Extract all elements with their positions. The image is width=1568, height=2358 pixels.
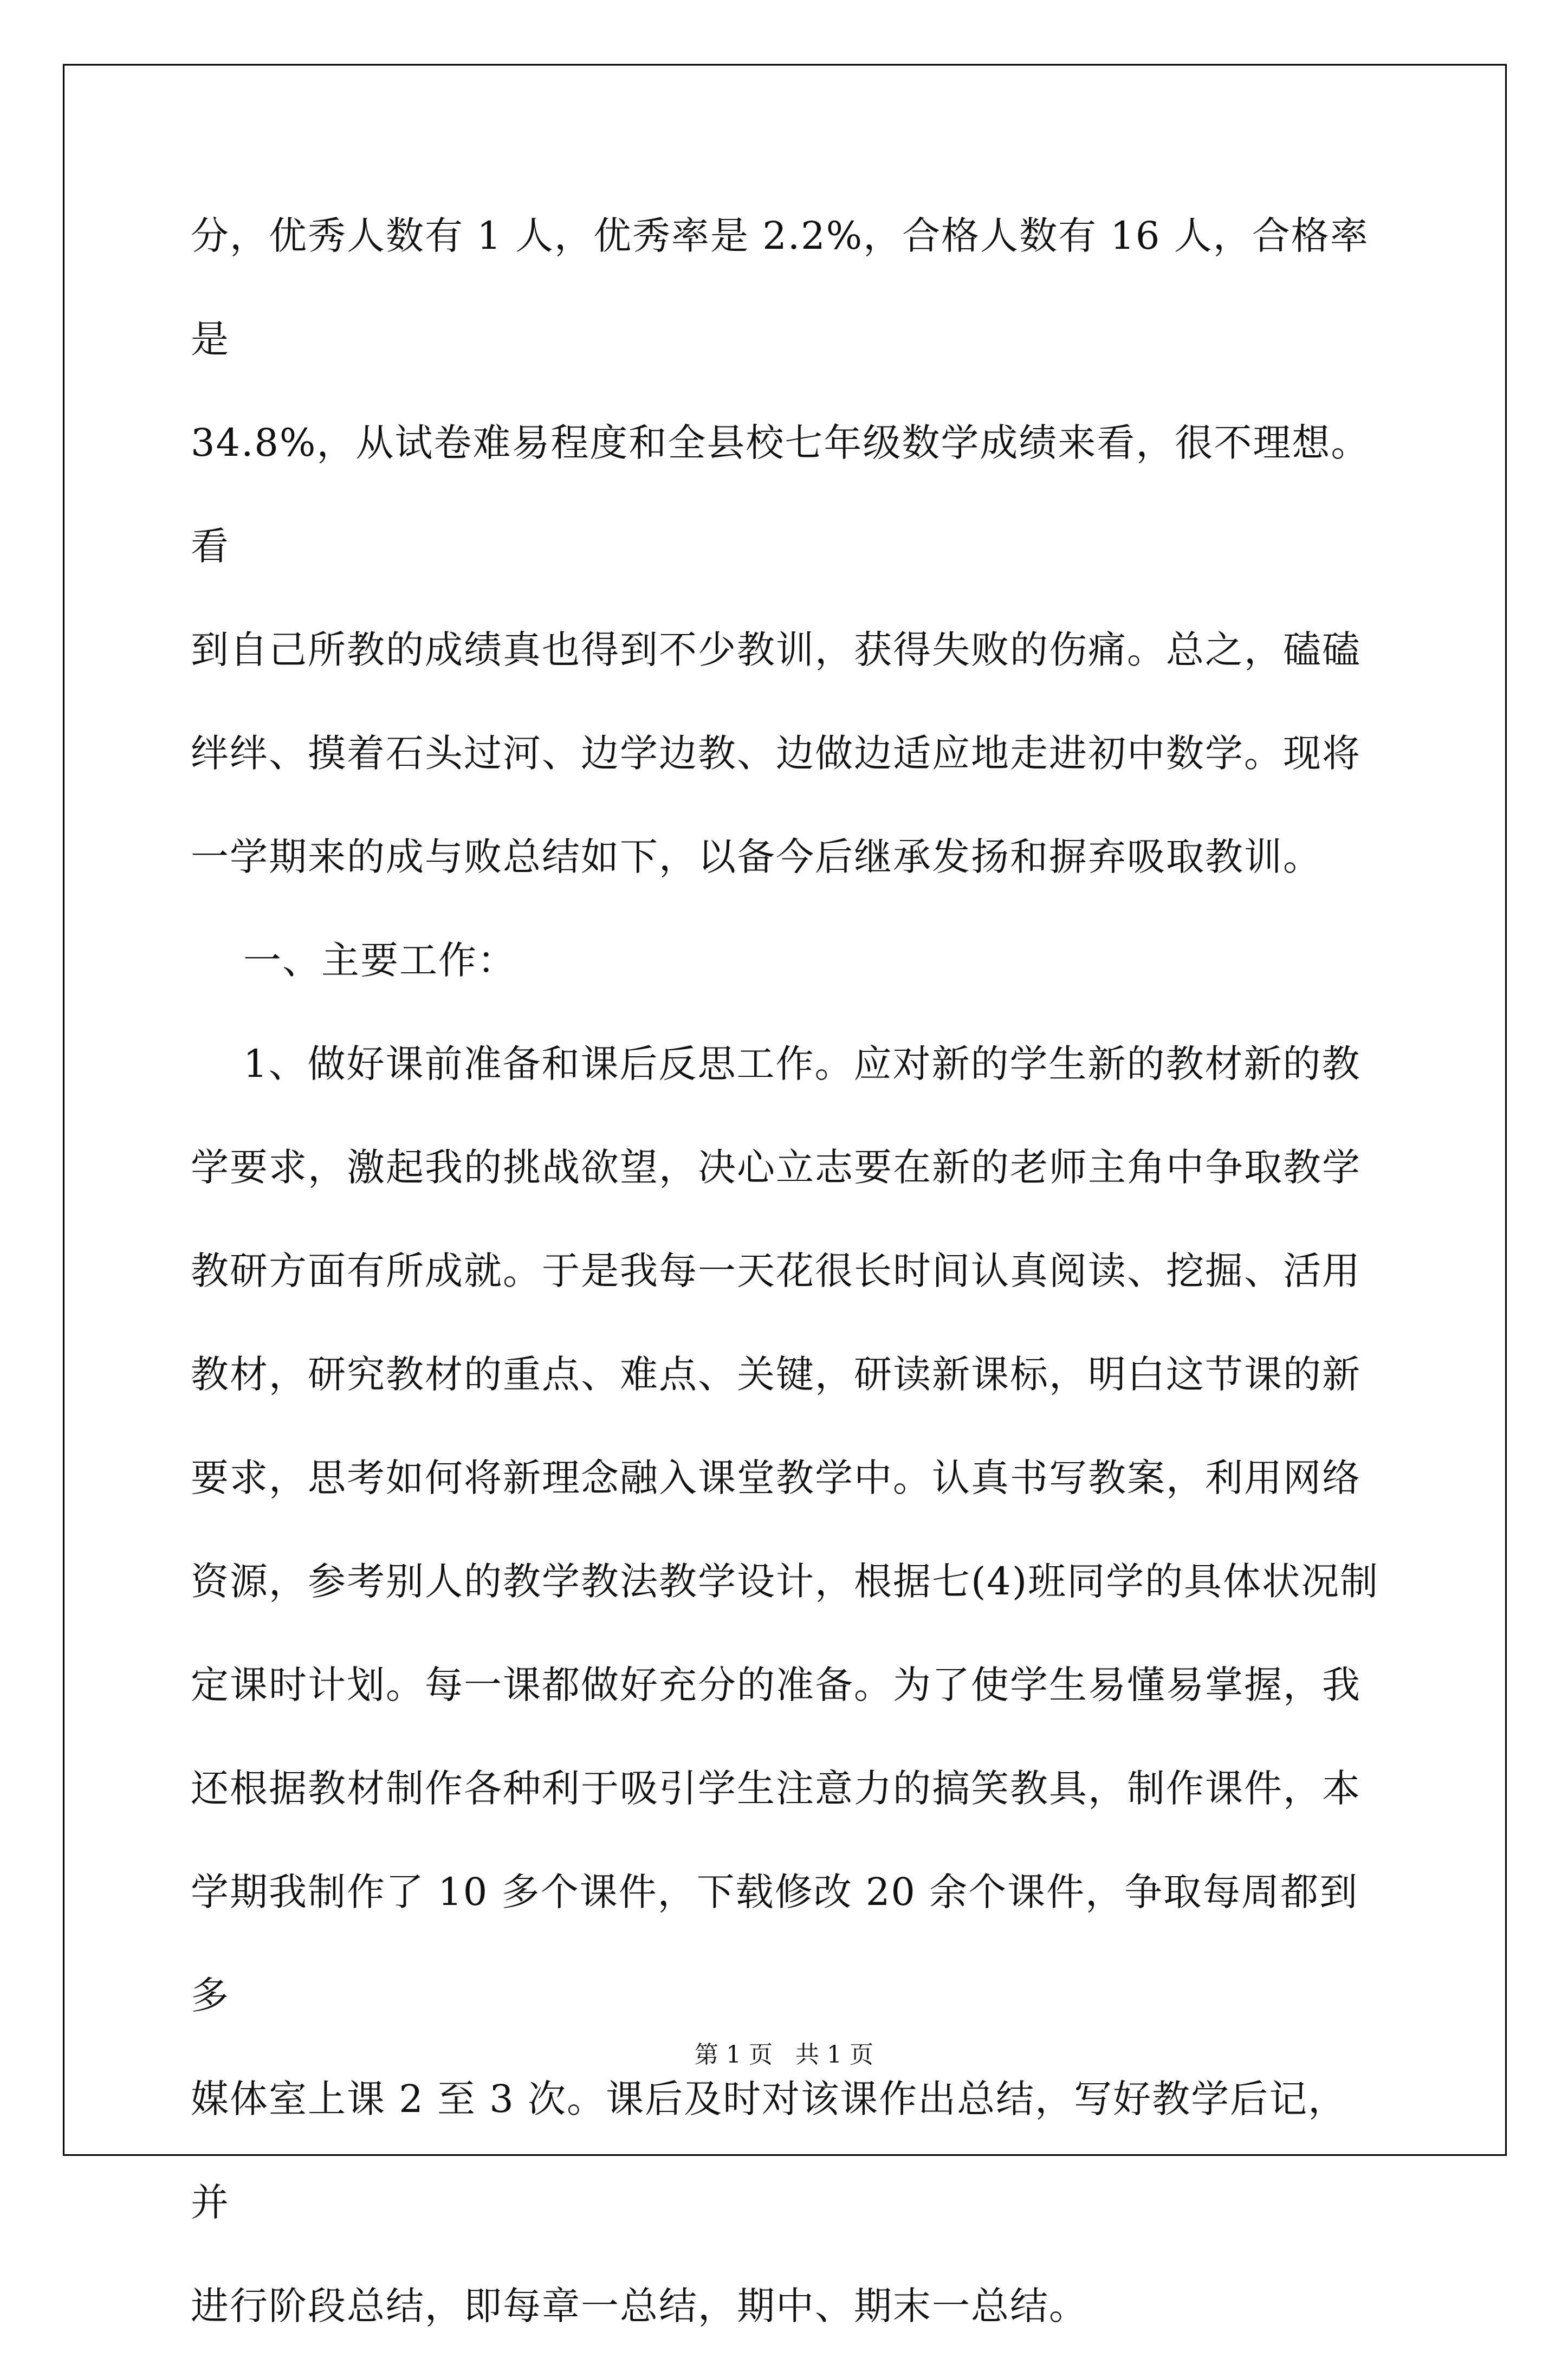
text-line: 1、做好课前准备和课后反思工作。应对新的学生新的教材新的教: [191, 1042, 1361, 1086]
text-line: 教材，研究教材的重点、难点、关键，研读新课标，明白这节课的新: [191, 1352, 1361, 1397]
text-line: 定课时计划。每一课都做好充分的准备。为了使学生易懂易掌握，我: [191, 1663, 1361, 1707]
text-line: 34.8%，从试卷难易程度和全县校七年级数学成绩来看，很不理想。看: [191, 421, 1370, 568]
page-total: 共 1 页: [795, 2041, 873, 2069]
text-line: 绊绊、摸着石头过河、边学边教、边做边适应地走进初中数学。现将: [191, 731, 1361, 776]
text-line: 分，优秀人数有 1 人，优秀率是 2.2%，合格人数有 16 人，合格率是: [191, 214, 1369, 361]
page-footer: [0, 2035, 1568, 2070]
text-line: 到自己所教的成绩真也得到不少教训，获得失败的伤痛。总之，磕磕: [191, 628, 1361, 672]
text-line: 学要求，激起我的挑战欲望，决心立志要在新的老师主角中争取教学: [191, 1145, 1361, 1190]
text-line: 教研方面有所成就。于是我每一天花很长时间认真阅读、挖掘、活用: [191, 1249, 1361, 1293]
section-heading: 一、主要工作：: [191, 938, 517, 983]
text-line: 进行阶段总结，即每章一总结，期中、期末一总结。: [191, 2284, 1088, 2328]
text-line: 资源，参考别人的教学教法教学设计，根据七(4)班同学的具体状况制: [191, 1559, 1379, 1604]
text-line: 学期我制作了 10 多个课件，下载修改 20 余个课件，争取每周都到多: [191, 1870, 1359, 2018]
text-line: 一学期来的成与败总结如下，以备今后继承发扬和摒弃吸取教训。: [191, 835, 1322, 879]
text-line: 媒体室上课 2 至 3 次。课后及时对该课作出总结，写好教学后记，并: [191, 2077, 1347, 2225]
text-line: 还根据教材制作各种利于吸引学生注意力的搞笑教具，制作课件，本: [191, 1766, 1361, 1811]
page-current: 第 1 页: [695, 2041, 773, 2069]
document-body: [191, 184, 1383, 2358]
text-line: 要求，思考如何将新理念融入课堂教学中。认真书写教案，利用网络: [191, 1456, 1361, 1500]
